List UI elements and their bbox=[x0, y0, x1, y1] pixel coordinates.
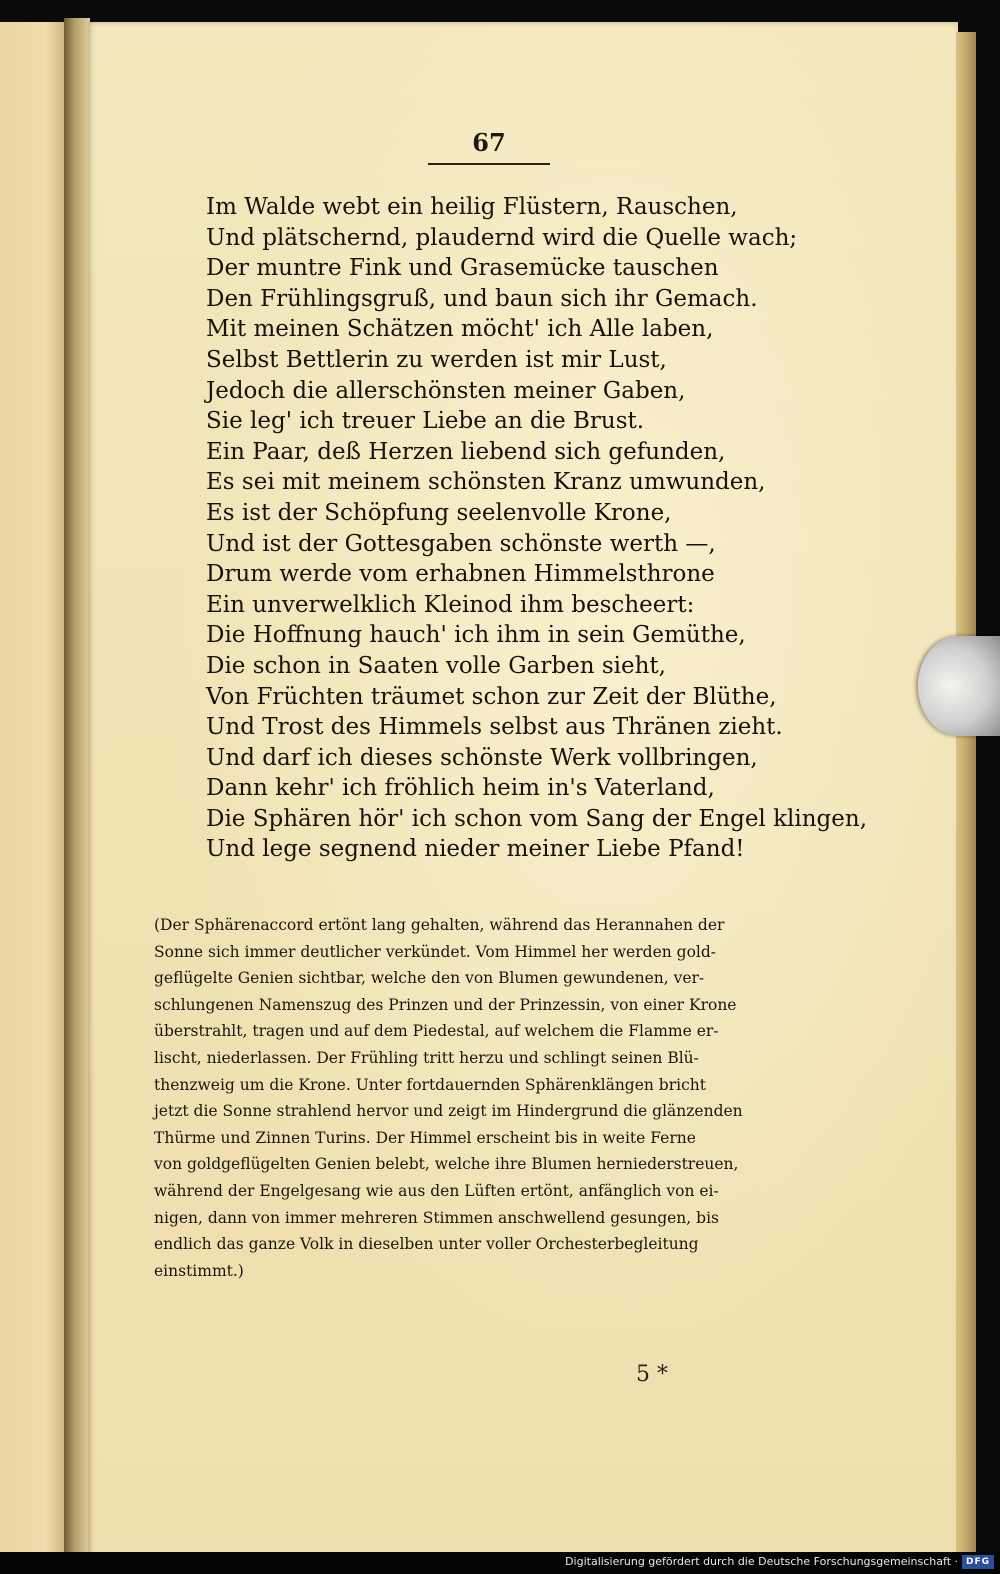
footer-credit: Digitalisierung gefördert durch die Deutsche Forschungsgemeinschaft · bbox=[565, 1555, 958, 1568]
verse-line: Und darf ich dieses schönste Werk vollbringen, bbox=[206, 744, 758, 771]
verse-line: Der muntre Fink und Grasemücke tauschen bbox=[206, 255, 719, 282]
dfg-logo-icon: DFG bbox=[962, 1555, 994, 1569]
verse-line: Sie leg' ich treuer Liebe an die Brust. bbox=[206, 408, 645, 435]
stage-line: jetzt die Sonne strahlend hervor und zeigt im Hindergrund die glänzenden bbox=[154, 1102, 743, 1121]
stage-line: thenzweig um die Krone. Unter fortdauernden Sphärenklängen bricht bbox=[154, 1075, 706, 1094]
stage-line: Sonne sich immer deutlicher verkündet. Vom Himmel her werden gold- bbox=[154, 942, 717, 961]
verse-line: Von Früchten träumet schon zur Zeit der Blüthe, bbox=[206, 683, 777, 710]
page-edges bbox=[956, 32, 976, 1552]
verse-line: Die schon in Saaten volle Garben sieht, bbox=[206, 652, 666, 679]
verse-line: Es ist der Schöpfung seelenvolle Krone, bbox=[206, 499, 672, 526]
stage-line: geflügelte Genien sichtbar, welche den von Blumen gewundenen, ver- bbox=[154, 969, 705, 988]
stage-line: schlungenen Namenszug des Prinzen und der Prinzessin, von einer Krone bbox=[154, 995, 737, 1014]
verse-line: Im Walde webt ein heilig Flüstern, Rauschen, bbox=[206, 194, 738, 220]
stage-line: Thürme und Zinnen Turins. Der Himmel erscheint bis in weite Ferne bbox=[154, 1128, 696, 1147]
verse-line: Drum werde vom erhabnen Himmelsthrone bbox=[206, 561, 715, 588]
poem-verse bbox=[206, 192, 868, 865]
stage-line: überstrahlt, tragen und auf dem Piedestal, auf welchem die Flamme er- bbox=[154, 1022, 719, 1041]
verse-line: Die Sphären hör' ich schon vom Sang der Engel klingen, bbox=[206, 805, 868, 832]
stage-line: einstimmt.) bbox=[154, 1261, 244, 1280]
stage-direction bbox=[154, 912, 804, 1284]
verse-line: Selbst Bettlerin zu werden ist mir Lust, bbox=[206, 346, 667, 373]
verse-line: Dann kehr' ich fröhlich heim in's Vaterland, bbox=[206, 775, 715, 802]
page-number: 67 bbox=[472, 128, 506, 157]
verse-line: Die Hoffnung hauch' ich ihm in sein Gemüthe, bbox=[206, 622, 746, 649]
scanner-clamp bbox=[918, 636, 1000, 736]
header-rule bbox=[428, 163, 550, 165]
facing-page-edge bbox=[0, 22, 67, 1562]
stage-line: nigen, dann von immer mehreren Stimmen anschwellend gesungen, bis bbox=[154, 1208, 719, 1227]
verse-line: Und ist der Gottesgaben schönste werth —, bbox=[206, 530, 716, 557]
book-spine bbox=[64, 18, 90, 1564]
verse-line: Jedoch die allerschönsten meiner Gaben, bbox=[206, 377, 686, 404]
stage-line: (Der Sphärenaccord ertönt lang gehalten, während das Herannahen der bbox=[154, 916, 725, 934]
stage-line: endlich das ganze Volk in dieselben unter voller Orchesterbegleitung bbox=[154, 1235, 699, 1254]
verse-line: Mit meinen Schätzen möcht' ich Alle laben, bbox=[206, 316, 714, 343]
stage-line: von goldgeflügelten Genien belebt, welche ihre Blumen herniederstreuen, bbox=[154, 1155, 739, 1174]
verse-line: Und plätschernd, plaudernd wird die Quelle wach; bbox=[206, 224, 798, 251]
verse-line: Ein unverwelklich Kleinod ihm bescheert: bbox=[206, 591, 695, 618]
stage-line: während der Engelgesang wie aus den Lüften ertönt, anfänglich von ei- bbox=[154, 1181, 719, 1200]
stage-line: lischt, niederlassen. Der Frühling tritt herzu und schlingt seinen Blü- bbox=[154, 1048, 699, 1067]
sheet-signature: 5 * bbox=[636, 1362, 668, 1387]
verse-line: Den Frühlingsgruß, und baun sich ihr Gemach. bbox=[206, 285, 758, 312]
verse-line: Und Trost des Himmels selbst aus Thränen zieht. bbox=[206, 714, 783, 741]
verse-line: Es sei mit meinem schönsten Kranz umwunden, bbox=[206, 469, 766, 496]
verse-line: Und lege segnend nieder meiner Liebe Pfand! bbox=[206, 836, 745, 863]
verse-line: Ein Paar, deß Herzen liebend sich gefunden, bbox=[206, 438, 726, 465]
